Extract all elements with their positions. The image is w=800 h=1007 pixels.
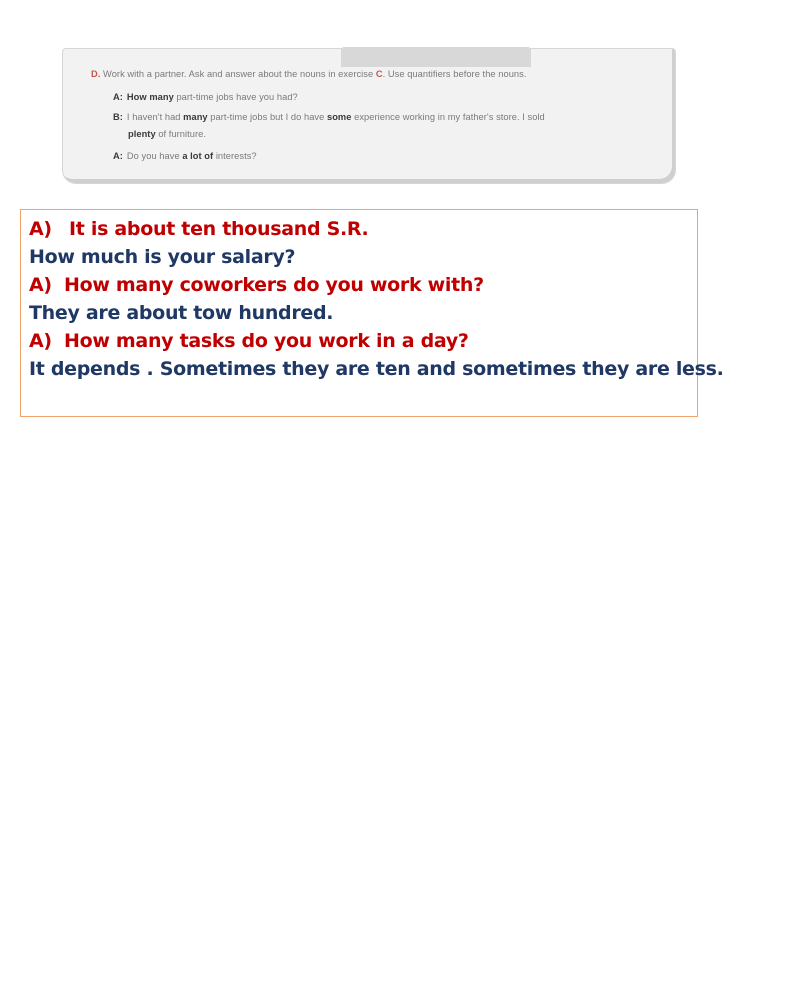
dialogue-text: part-time jobs but I do have bbox=[207, 112, 327, 122]
dialogue-bold: plenty bbox=[128, 129, 156, 139]
dialogue-text: I haven't had bbox=[126, 112, 184, 122]
answer-label: A) bbox=[29, 274, 52, 296]
dialogue-text: Do you have bbox=[126, 151, 183, 161]
dialogue-text: experience working in my father's store. I sold bbox=[351, 112, 545, 122]
exercise-letter: D. bbox=[91, 69, 101, 79]
answer-line bbox=[29, 330, 469, 352]
card-tab bbox=[341, 47, 531, 67]
dialogue-bold: How many bbox=[126, 92, 174, 102]
instruction-ref: C bbox=[375, 69, 383, 79]
answer-line bbox=[29, 218, 368, 240]
dialogue-bold: some bbox=[326, 112, 352, 122]
dialogue-line-2 bbox=[113, 112, 545, 122]
instruction-text-1: Work with a partner. Ask and answer about the nouns in exercise bbox=[103, 69, 376, 79]
answer-text: How many coworkers do you work with? bbox=[64, 274, 484, 296]
answer-text: How many tasks do you work in a day? bbox=[64, 330, 469, 352]
dialogue-bold: a lot of bbox=[182, 151, 214, 161]
answer-text: How much is your salary? bbox=[29, 246, 296, 268]
speaker-label: A: bbox=[113, 151, 123, 161]
answers-box bbox=[20, 209, 724, 417]
answer-line bbox=[29, 302, 333, 324]
dialogue-text: interests? bbox=[213, 151, 257, 161]
instruction-text-2: . Use quantifiers before the nouns. bbox=[382, 69, 527, 79]
exercise-instruction bbox=[91, 69, 526, 79]
answer-label: A) bbox=[29, 218, 52, 240]
dialogue-line-2-cont bbox=[128, 129, 206, 139]
exercise-card bbox=[62, 48, 676, 184]
dialogue-line-3 bbox=[113, 151, 257, 161]
answer-label: A) bbox=[29, 330, 52, 352]
answer-text: It depends . Sometimes they are ten and sometimes they are less. bbox=[29, 358, 724, 380]
answer-line bbox=[29, 274, 484, 296]
answer-line bbox=[29, 246, 295, 268]
speaker-label: A: bbox=[113, 92, 123, 102]
answer-line bbox=[29, 358, 724, 380]
dialogue-text: of furniture. bbox=[155, 129, 206, 139]
answer-text: It is about ten thousand S.R. bbox=[69, 218, 369, 240]
speaker-label: B: bbox=[113, 112, 123, 122]
dialogue-text: part-time jobs have you had? bbox=[173, 92, 298, 102]
dialogue-bold: many bbox=[183, 112, 208, 122]
dialogue-line-1 bbox=[113, 92, 298, 102]
answer-text: They are about tow hundred. bbox=[29, 302, 334, 324]
